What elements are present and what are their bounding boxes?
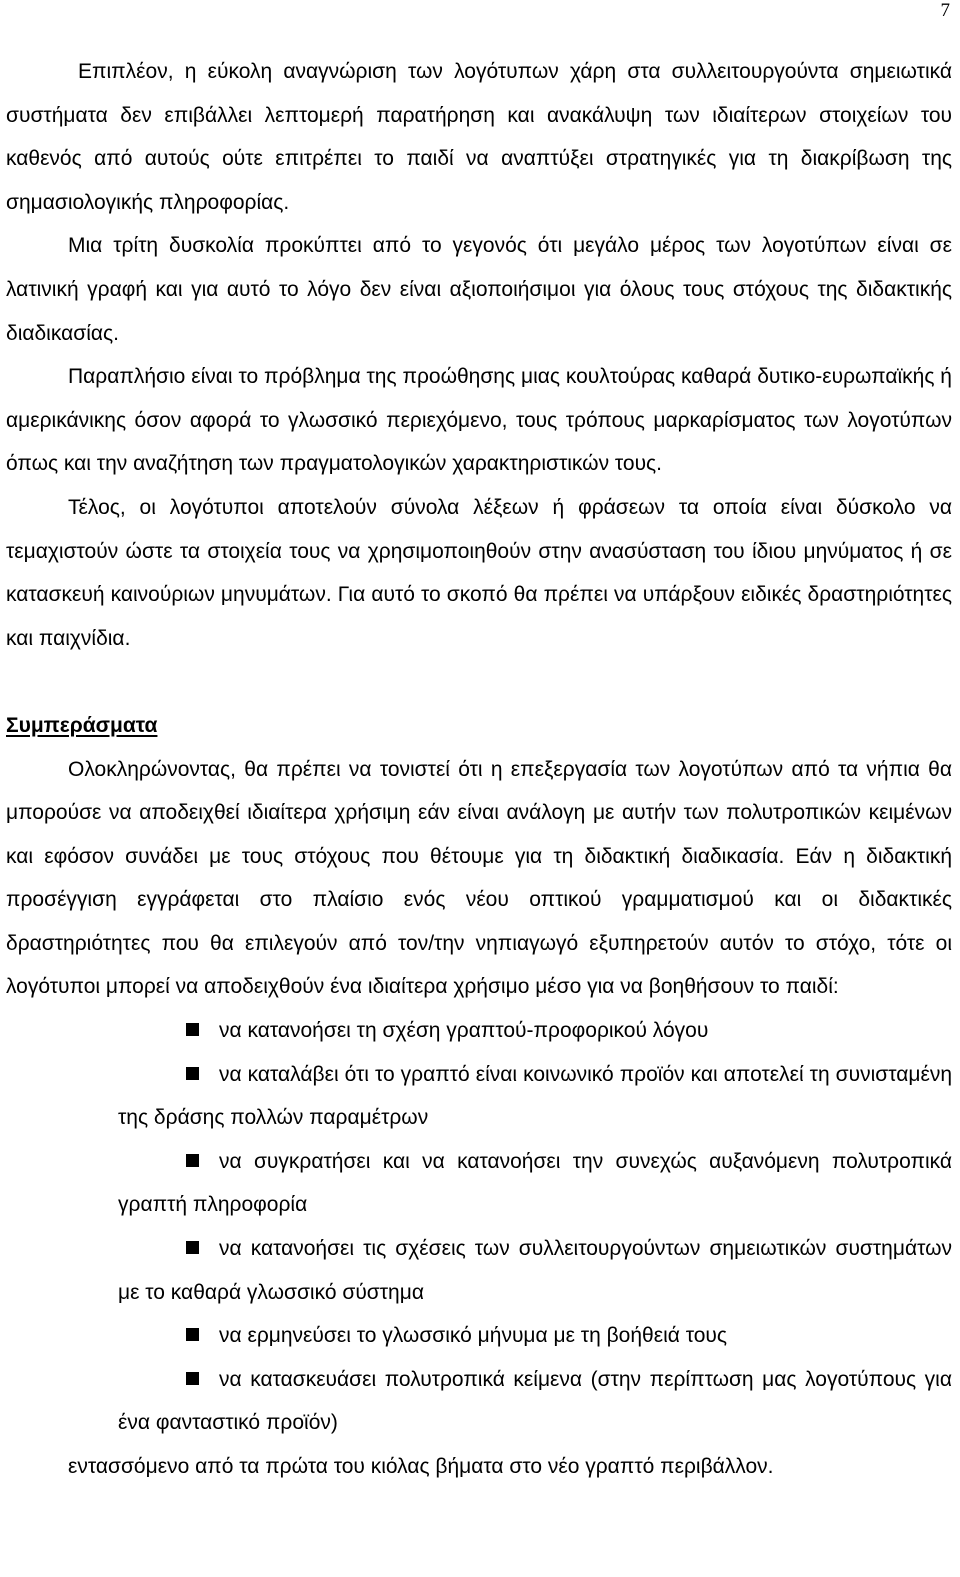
goals-list (6, 1009, 952, 1445)
list-item-text: να ερμηνεύσει το γλωσσικό μήνυμα με τη βοήθειά τους (219, 1324, 728, 1348)
list-item-text: να κατασκευάσει πολυτροπικά κείμενα (στην περίπτωση μας λογοτύπους για ένα φανταστικό προϊόν) (118, 1367, 952, 1435)
closing-line: εντασσόμενο από τα πρώτα του κιόλας βήματα στο νέο γραπτό περιβάλλον. (68, 1455, 774, 1478)
list-item-text: να κατανοήσει τη σχέση γραπτού-προφορικού λόγου (219, 1019, 709, 1043)
square-bullet-icon (186, 1328, 199, 1341)
paragraph-culture-problem: Παραπλήσιο είναι το πρόβλημα της προώθησης μιας κουλτούρας καθαρά δυτικο-ευρωπαϊκής ή αμερικάνικης όσον αφορά το γλωσσικό περιεχόμενο, τους τρόπους μαρκαρίσματος των λογοτύπων όπως και την αναζήτηση των πραγματολογικών χαρακτηριστικών τους. (6, 365, 952, 476)
square-bullet-icon (186, 1067, 199, 1080)
list-item-text: να καταλάβει ότι το γραπτό είναι κοινωνικό προϊόν και αποτελεί τη συνισταμένη της δράσης πολλών παραμέτρων (118, 1062, 952, 1130)
paragraph-intro: Επιπλέον, η εύκολη αναγνώριση των λογότυπων χάρη στα συλλειτουργούντα σημειωτικά συστήματα δεν επιβάλλει λεπτομερή παρατήρηση και ανακάλυψη των ιδιαίτερων στοιχείων του καθενός από αυτούς ούτε επιτρέπει το παιδί να αναπτύξει στρατηγικές για τη διακρίβωση της σημασιολογικής πληροφορίας. (6, 60, 952, 214)
page-number: 7 (940, 0, 950, 21)
square-bullet-icon (186, 1154, 199, 1167)
list-item-text: να συγκρατήσει και να κατανοήσει την συνεχώς αυξανόμενη πολυτροπικά γραπτή πληροφορία (118, 1149, 952, 1217)
list-item-text: να κατανοήσει τις σχέσεις των συλλειτουργούντων σημειωτικών συστημάτων με το καθαρά γλωσσικό σύστημα (118, 1237, 952, 1304)
paragraph-finally: Τέλος, οι λογότυποι αποτελούν σύνολα λέξεων ή φράσεων τα οποία είναι δύσκολο να τεμαχιστούν ώστε τα στοιχεία τους να χρησιμοποιηθούν στην ανασύσταση του ίδιου μηνύματος ή σε κατασκευή καινούριων μηνυμάτων. Για αυτό το σκοπό θα πρέπει να υπάρξουν ειδικές δραστηριότητες και παιχνίδια. (6, 495, 952, 650)
document-body (6, 50, 952, 1489)
list-item (6, 1227, 952, 1314)
paragraph-conclusions: Ολοκληρώνοντας, θα πρέπει να τονιστεί ότι η επεξεργασία των λογοτύπων από τα νήπια θα μπορούσε να αποδειχθεί ιδιαίτερα χρήσιμη εάν είναι ανάλογη με αυτήν των πολυτροπικών κειμένων και εφόσον συνάδει με τους στόχους που θέτουμε για τη διδακτική διαδικασία. Εάν η διδακτική προσέγγιση εγγράφεται στο πλαίσιο ενός νέου οπτικού γραμματισμού και οι διδακτικές δραστηριότητες που θα επιλεγούν από τον/την νηπιαγωγό εξυπηρετούν αυτόν το στόχο, τότε οι λογότυποι μπορεί να αποδειχθούν ένα ιδιαίτερα χρήσιμο μέσο για να βοηθήσουν το παιδί: (6, 757, 952, 999)
list-item (6, 1009, 952, 1053)
list-item (6, 1314, 952, 1358)
section-heading-conclusions: Συμπεράσματα (6, 713, 158, 737)
paragraph-third-difficulty: Μια τρίτη δυσκολία προκύπτει από το γεγονός ότι μεγάλο μέρος των λογοτύπων είναι σε λατινική γραφή και για αυτό το λόγο δεν είναι αξιοποιήσιμοι για όλους τους στόχους της διδακτικής διαδικασίας. (6, 234, 952, 345)
list-item (6, 1140, 952, 1227)
list-item (6, 1358, 952, 1445)
list-item (6, 1053, 952, 1140)
square-bullet-icon (186, 1372, 199, 1385)
square-bullet-icon (186, 1023, 199, 1036)
square-bullet-icon (186, 1241, 199, 1254)
